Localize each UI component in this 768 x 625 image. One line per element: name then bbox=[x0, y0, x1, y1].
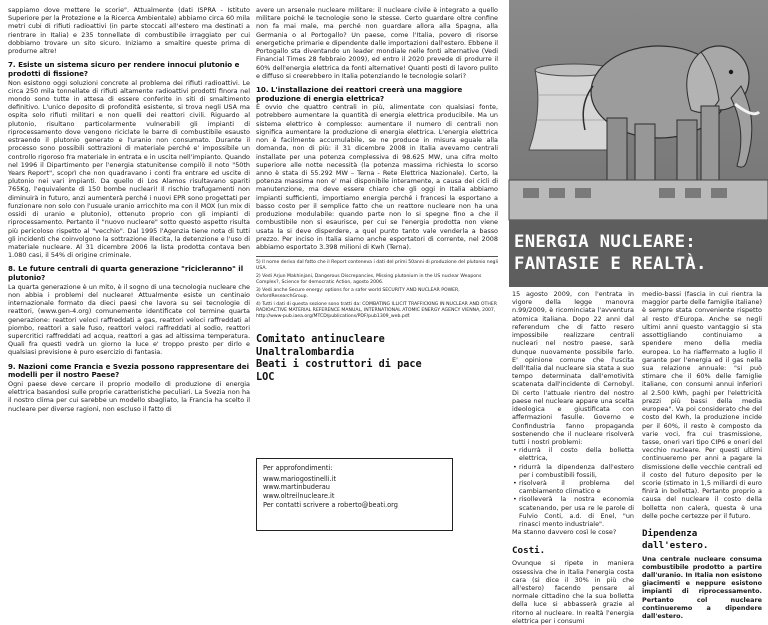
list-item: • risolverà il problema del cambiamento climatico e bbox=[519, 479, 634, 495]
question-8-text: La quarta generazione è un mito, è il sogno di una tecnologia nucleare che non abbia i problemi del nucleare! Attualmente esiste un centinaio internazionale formato da dieci paesi che lavora su sei tecnologie di reattori, (www.gen-4.org) comunemente identificate col termine quarta generazione: reattori veloci raffreddati a gas, reattori veloci raffreddati al piombo, reattori a sale fuso, reattori veloci raffreddati al sodio, reattori supercritici raffreddati ad acqua, reattori a gas ad altissima temperatura. Quali fra questi vedrà un giorno la luce e' troppo presto per dirlo e qualsiasi previsione è puro esercizio di fantasia. bbox=[8, 282, 250, 357]
question-10-text: È ovvio che quattro centrali in più, alimentate con qualsiasi fonte, potrebbero aumentare la quantità di energia elettrica producibile. Ma un sistema elettrico è complesso: aumentare il numero di centrali non significa aumentare la produzione di energia elettrica. L'energia elettrica non è facilmente accumulabile, se ne produce in misura eguale alla domanda, non di più: il 31 dicembre 2008 in Italia avevamo centrali installate per una potenza complessiva di 98.625 MW, una cifra molto superiore alle notte necessità (la potenza massima richiesta lo scorso anno è stata di 55.292 MW – Terna - Rete Elettrica Nazionale). Certo, la potenza massima non e' mai disponibile interamente, a causa dei cicli di manutenzione, ma deve essere chiaro che gli oggi in Italia abbiamo impianti sufficienti, importiamo energia perché i francesi la esportano a basso costo per il semplice fatto che un reattore nucleare non ha una produzione modulabile: quando parte non lo si spegne fino a che il combustibile non si esaurisce, per cui se l'energia prodotta non viene usata la si deve disperdere, a quel punto tanto vale venderla a basso prezzo. Per inciso in Italia siamo anche esportatori di corrente, nel 2008 abbiamo esportato 3.398 milioni di Kwh (Terna). bbox=[256, 103, 498, 251]
info-link[interactable]: www.mariogostinelli.it bbox=[263, 474, 337, 483]
claims-list bbox=[512, 446, 634, 528]
section-costi-text: Ovunque si ripete in maniera ossessiva che in Italia l'energia costa cara (si dice il 30% in più che all'estero) facendo pensare al normale cittadino che la sua bolletta della luce si abbasserà grazie al ritorno al nucleare. In realtà l'energia elettrica per i consumi bbox=[512, 559, 634, 625]
question-7-text: Non esistono oggi soluzioni concrete al problema dei rifiuti radioattivi. Le circa 250 mila tonnellate di rifiuti altamente radioattivi prodotti finora nel mondo sono tutte in attesa di essere conferite in siti di smaltimento definitivo. L'unico deposito di profondità esistente, si trova negli USA ma ospita solo rifiuti militari e non quelli dei reattori civili. Riguardo al plutonio, risultano particolarmente vulnerabili gli impianti di riprocessamento dove vengono riciclate le barre di combustibile esausto estraendo il plutonio generato e l'uranio non consumato. Durante il processo sono possibili sottrazioni di materiale perché e' impossibile un controllo rigoroso fra materiale in entrata e in uscita nell'impianto. Quando nel 1996 il Dipartimento per l'energia statunitense compilò il noto "50th Years Report", scoprì che non quadravano i conti fra entrare ed uscite di plutonio nei vari impianti. Da quello di Los Alamos risultavano spariti 765Kg, l'equivalente di 150 bombe nucleari! Il rischio trafugamenti non diminuirà in futuro, anzi aumenterà perché i nuovi EPR sono progettati per funzionare non solo con l'usuale uranio arricchito ma con il MOX (un mix di ossidi di uranio e plutonio), ottenuto proprio con gli impianti di riprocessamento. Pertanto il "nuovo nucleare" sotto questo aspetto risulta più pericoloso rispetto al "vecchio". Dal 1995 l'Agenzia tiene nota di tutti gli incidenti che coinvolgono la sottrazione illecita, la detenzione e l'uso di materiale nucleare. Al 31 dicembre 2006 la lista prodotta contava ben 1.080 casi, il 54% di origine criminale. bbox=[8, 78, 250, 260]
column-3 bbox=[512, 290, 634, 625]
footnote: 2) Vedi Arjun Makhinjani, Dangerous Discrepancies, Missing plutonium in the US nuclear Weapons Complex?, Science for democratic Action, agosto 2006. bbox=[256, 274, 482, 286]
col3-closing: Ma stanno davvero così le cose? bbox=[512, 528, 617, 537]
section-dipendenza-title: Dipendenza dall'estero. bbox=[642, 528, 709, 551]
info-link[interactable]: www.oltreilnucleare.it bbox=[263, 492, 335, 501]
footnotes bbox=[256, 256, 498, 320]
list-item: • ridurrà il costo della bolletta elettrica, bbox=[519, 446, 634, 462]
committee-line: Beati i costruttori di pace bbox=[256, 359, 422, 371]
footnote: 4) Tutti i dati di questa sezione sono tratti da: COMBATING ILLICIT TRAFFICKING IN NUCLEAR AND OTHER RADIOACTIVE MATERIAL REFERENCE MANUAL, INTERNATIONAL ATOMIC ENERGY AGENCY VIENNA, 2007, http://www-pub.iaea.org/MTCD/publications/PDF/pub1309_web.pdf. bbox=[256, 302, 497, 319]
info-box bbox=[256, 458, 453, 531]
committee-line: Comitato antinucleare bbox=[256, 333, 385, 345]
section-dipendenza-text: Una centrale nucleare consuma combustibile prodotto a partire dall'uranio. In Italia non esistono giacimenti e neppure esistono impianti di riprocessamento. Pertanto col nucleare continueremo a dipendere dall'estero. bbox=[642, 554, 762, 621]
committee-names bbox=[256, 334, 498, 385]
question-8-title: 8. Le future centrali di quarta generazione "ricicleranno" il plutonio? bbox=[8, 264, 244, 283]
headline-line-1: ENERGIA NUCLEARE: bbox=[514, 232, 696, 252]
info-heading: Per approfondimenti: bbox=[263, 464, 333, 472]
list-item: • ridurrà la dipendenza dall'estero per i combustibili fossili, bbox=[519, 463, 634, 479]
question-9-text: Ogni paese deve cercare il proprio modello di produzione di energia elettrica basandosi sulle proprie caratteristiche peculiari. La Svezia non ha il nostro clima per cui sarebbe un modello sbagliato, la Francia ha scelto il nucleare per diverse ragioni, non escluso il fatto di bbox=[8, 379, 250, 413]
footnote: 3) Vedi anche Secure energy: options for a safer world SECURITY AND NUCLEAR POWER, OxfordResearchGroup. bbox=[256, 288, 460, 300]
col2-intro: avere un arsenale nucleare militare: il nucleare civile è integrato a quello militare poiché le tecnologie sono le stesse. Certo guardare oltre confine non fa mai male, ma perché non guardare allora alla Spagna, alla Germania o al Portogallo? Un paese, come l'Italia, povero di risorse energetiche primarie e dipendente dalle importazioni dall'estero. Ebbene il Portogallo sta diventando un leader mondiale nelle fonti alternative (Vedi Financial Times 28 febbraio 2009), ed entro il 2020 prevede di produrre il 60% dell'energia elettrica da fonti alternative! Quanti posti di lavoro pulito e diffuso si creerebbero in Italia potenziando le tecnologie solari? bbox=[256, 6, 498, 80]
info-link[interactable]: www.martinbuderau bbox=[263, 483, 330, 492]
list-item: • risolleverà la nostra economia scatenando, per usa re le parole di Fulvio Conti, a.d. di Enel, "un rinasci mento industriale". bbox=[519, 495, 634, 528]
committee-line: Unaltralombardia bbox=[256, 346, 355, 358]
main-headline bbox=[514, 232, 764, 275]
info-contact: Per contatti scrivere a roberto@beati.org bbox=[263, 500, 398, 509]
col4-text: medio-bassi (fascia in cui rientra la maggior parte delle famiglie italiane) è sempre stata conveniente rispetto al resto d'Europa. Anche se negli ultimi anni questo vantaggio si sta assottigliando continuiamo a spendere meno della media europea. Lo ha riaffermato a luglio il garante per l'energia ed il gas nella sua relazione annuale: "si può stimare che il 60% delle famiglie italiane, con consumi annui inferiori al 2.500 kWh, paghi per l'elettricità prezzi più bassi della media europea". Va poi considerato che del costo del Kwh, la produzione incide per il 60%, il resto è composto da varie voci, fra cui trasmissione, tasse, oneri vari tipo CIP6 e oneri del vecchio nucleare. Per questi ultimi continueremo per anni a pagare la dismissione delle vecchie centrali ed il costo del futuro deposito per le scorie (stimato in 1,5 miliardi di euro finirà in bolletta). Pertanto proprio a causa del nucleare il costo della bolletta non calerà, questa è una delle poche certezze per il futuro. bbox=[642, 290, 762, 520]
question-9-title: 9. Nazioni come Francia e Svezia possono rappresentare dei modelli per il nostro Paese? bbox=[8, 361, 249, 380]
section-costi-title: Costi. bbox=[512, 544, 546, 556]
column-1 bbox=[8, 6, 250, 541]
headline-line-2: FANTASIE E REALTÀ. bbox=[514, 253, 707, 274]
question-10-title: 10. L'installazione dei reattori creerà una maggiore produzione di energia elettrica? bbox=[256, 84, 463, 103]
column-4 bbox=[642, 290, 762, 621]
footnote: 5) Il nome deriva dal fatto che il Report conteneva i dati del primi 50anni di produzione del plutonio negli USA. bbox=[256, 260, 498, 272]
col1-intro: sappiamo dove mettere le scorie". Attualmente (dati ISPRA - Istituto Superiore per la Protezione e la Ricerca Ambientale) abbiamo circa 60 mila metri cubi di rifiuti radioattivi (in parte stoccati all'estero ma destinati a rientrare in Italia) e 235 tonnellate di combustibile irraggiato per cui dobbiamo trovare un sito sicuro. Iniziamo a smaltire queste prima di produrne altre! bbox=[8, 6, 250, 56]
committee-line: LOC bbox=[256, 372, 275, 384]
question-7-title: 7. Esiste un sistema sicuro per rendere innocui plutonio e prodotti di fissione? bbox=[8, 60, 240, 78]
col3-intro: 15 agosto 2009, con l'entrata in vigore della legge manovra n.99/2009, è ricominciata l'avventura atomica italiana. Dopo 22 anni dal referendum che di fatto resero impossibile realizzare centrali nucleari nel nostro paese, sarà dunque nuovamente possibile farlo. E' opinione comune che l'uscita dell'Italia dal nucleare sia stata a suo tempo determinata dall'emotività scatenata dall'incidente di Cernobyl. Di certo l'attuale rientro del nostro paese nel nucleare appare una scelta ideologica e giustificata con affermazioni fasulle. Governo e Confindustria fanno propaganda sostenendo che il nucleare risolverà tutti i nostri problemi: bbox=[512, 290, 634, 446]
